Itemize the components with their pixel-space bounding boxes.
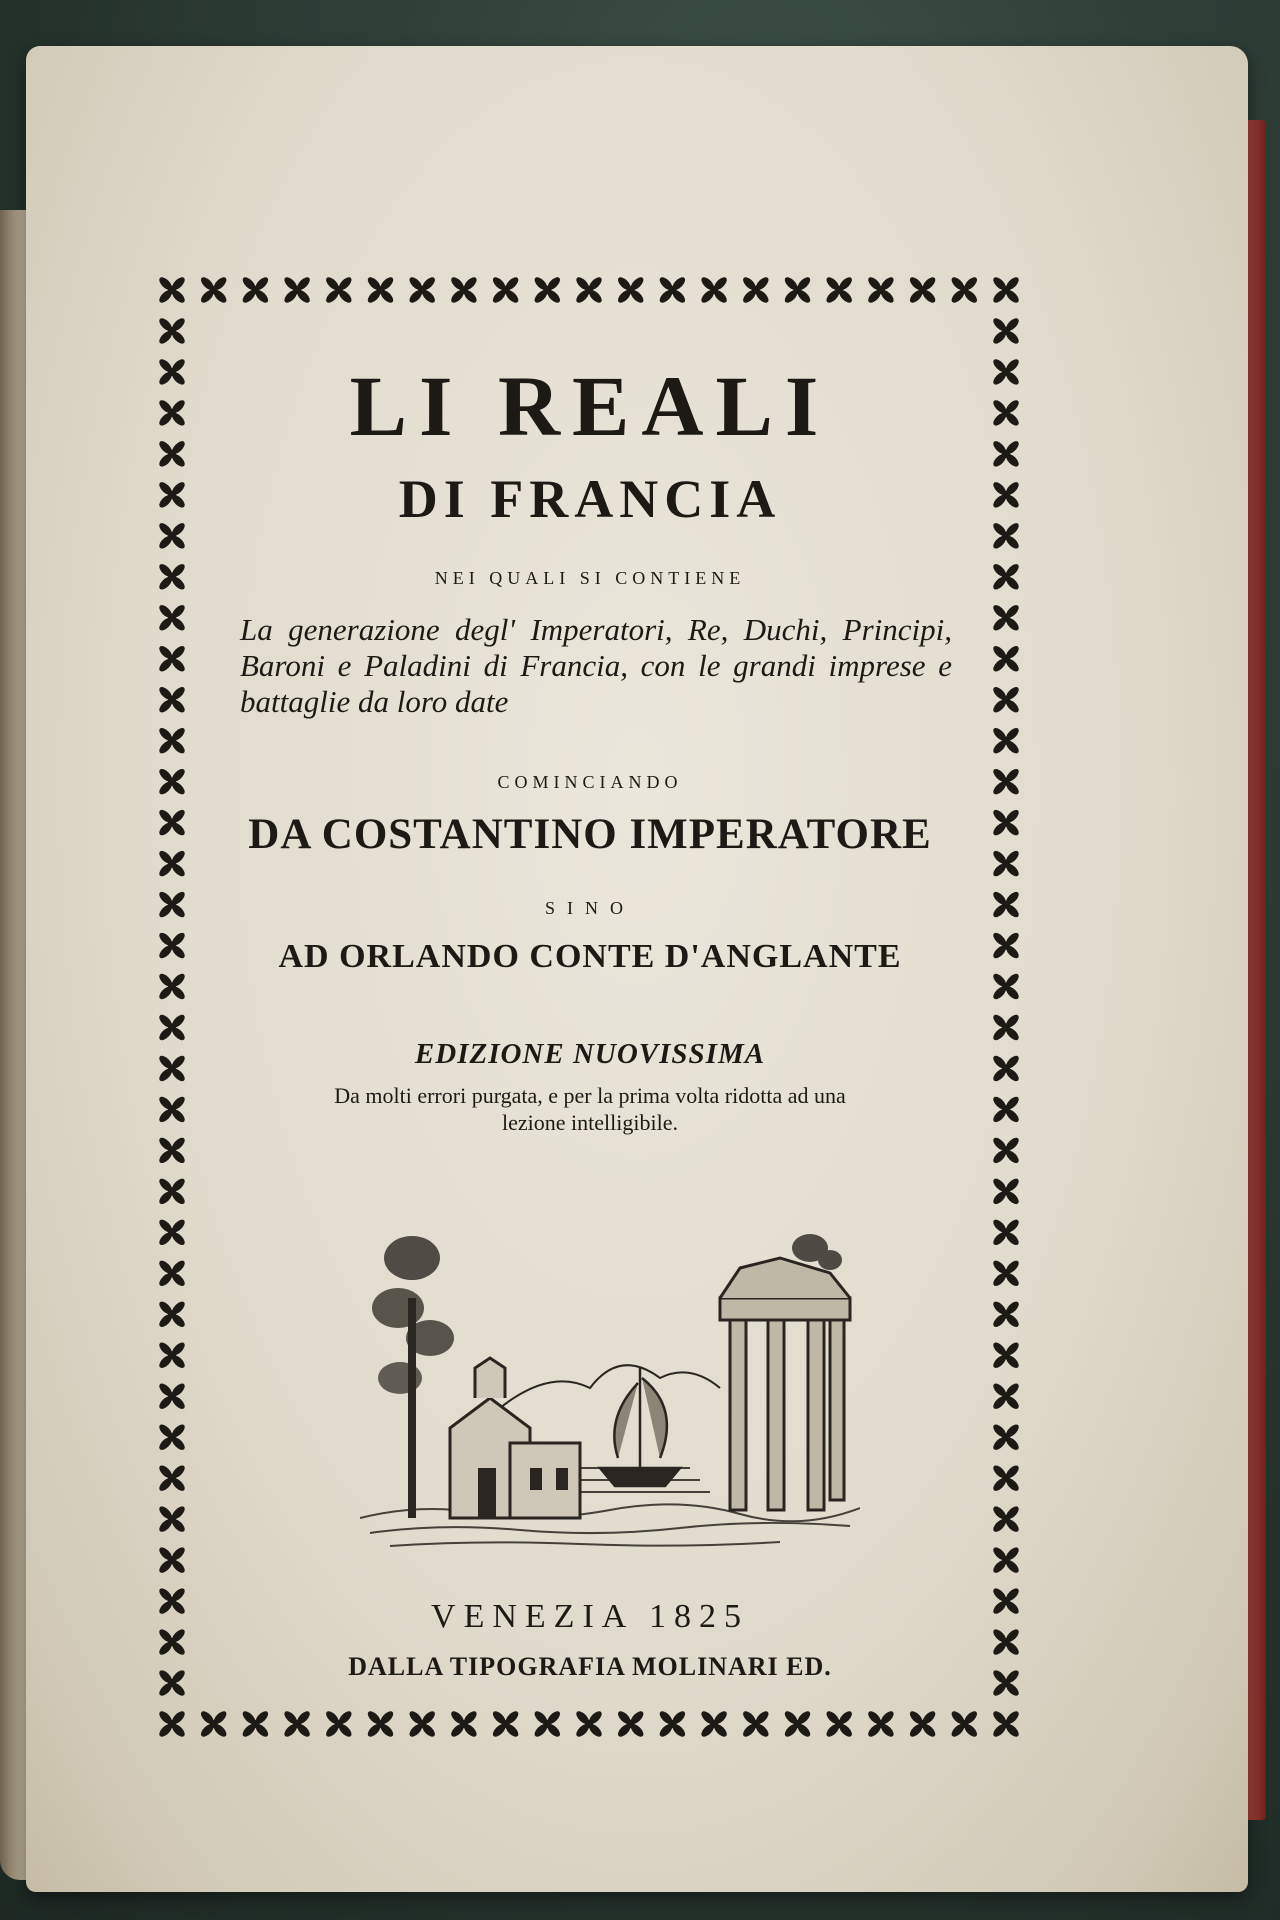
border-ornament-icon [991, 644, 1021, 674]
border-ornament-icon [366, 275, 396, 305]
border-ornament-icon [991, 357, 1021, 387]
border-ornament-icon [157, 849, 187, 879]
border-ornament-icon [157, 275, 187, 305]
border-ornament-icon [949, 275, 979, 305]
border-ornament-icon [616, 1709, 646, 1739]
border-ornament-icon [491, 1709, 521, 1739]
border-ornament-icon [574, 1709, 604, 1739]
border-ornament-icon [991, 1095, 1021, 1125]
border-ornament-icon [991, 562, 1021, 592]
border-ornament-icon [991, 1258, 1021, 1288]
border-ornament-icon [949, 1709, 979, 1739]
border-ornament-icon [824, 1709, 854, 1739]
border-ornament-icon [157, 1095, 187, 1125]
border-ornament-icon [783, 275, 813, 305]
border-ornament-icon [157, 357, 187, 387]
border-ornament-icon [991, 439, 1021, 469]
border-ornament-icon [199, 1709, 229, 1739]
border-ornament-icon [991, 316, 1021, 346]
border-ornament-icon [157, 726, 187, 756]
border-ornament-icon [157, 439, 187, 469]
subtitle-intro: NEI QUALI SI CONTIENE [434, 568, 746, 588]
ornamental-frame [150, 268, 1028, 1746]
border-ornament-icon [658, 275, 688, 305]
border-ornament-icon [991, 890, 1021, 920]
border-ornament-icon [157, 1463, 187, 1493]
border-ornament-icon [157, 1258, 187, 1288]
border-ornament-icon [199, 275, 229, 305]
border-ornament-icon [824, 275, 854, 305]
border-ornament-icon [157, 1422, 187, 1452]
border-ornament-icon [157, 1627, 187, 1657]
sino-label: SINO [544, 898, 635, 918]
border-ornament-icon [991, 1463, 1021, 1493]
border-ornament-icon [991, 1381, 1021, 1411]
edition-note: Da molti errori purgata, e per la prima volta ridotta ad una lezione intelligibile. [334, 1083, 846, 1135]
border-ornament-icon [866, 1709, 896, 1739]
border-ornament-icon [157, 890, 187, 920]
border-ornament-icon [157, 1054, 187, 1084]
border-ornament-icon [991, 767, 1021, 797]
border-ornament-icon [157, 1709, 187, 1739]
border-ornament-icon [532, 1709, 562, 1739]
border-ornament-icon [282, 275, 312, 305]
border-ornament-icon [157, 603, 187, 633]
border-ornament-icon [991, 808, 1021, 838]
border-ornament-icon [908, 275, 938, 305]
border-ornament-icon [491, 275, 521, 305]
cominciando-label: COMINCIANDO [497, 772, 683, 792]
border-ornament-icon [241, 275, 271, 305]
border-ornament-icon [991, 1586, 1021, 1616]
border-ornament-icon [991, 521, 1021, 551]
border-ornament-icon [366, 1709, 396, 1739]
border-ornament-icon [407, 1709, 437, 1739]
border-ornament-icon [157, 1136, 187, 1166]
border-ornament-icon [157, 1504, 187, 1534]
border-ornament-icon [991, 1545, 1021, 1575]
border-ornament-icon [324, 1709, 354, 1739]
border-ornament-icon [157, 562, 187, 592]
border-ornament-icon [157, 808, 187, 838]
border-ornament-icon [741, 1709, 771, 1739]
border-ornament-icon [157, 644, 187, 674]
border-ornament-icon [658, 1709, 688, 1739]
border-ornament-icon [991, 1709, 1021, 1739]
border-ornament-icon [324, 275, 354, 305]
border-ornament-icon [991, 480, 1021, 510]
border-ornament-icon [991, 849, 1021, 879]
border-ornament-icon [157, 972, 187, 1002]
border-ornament-icon [157, 1586, 187, 1616]
ruins-engraving-icon [360, 1218, 860, 1558]
border-ornament-icon [991, 398, 1021, 428]
border-ornament-icon [991, 1054, 1021, 1084]
border-ornament-icon [991, 1299, 1021, 1329]
border-ornament-icon [991, 1422, 1021, 1452]
border-ornament-icon [991, 1504, 1021, 1534]
border-ornament-icon [866, 275, 896, 305]
border-ornament-icon [741, 275, 771, 305]
border-ornament-icon [532, 275, 562, 305]
border-ornament-icon [991, 1013, 1021, 1043]
border-ornament-icon [157, 1217, 187, 1247]
to-name: AD ORLANDO CONTE D'ANGLANTE [278, 938, 902, 975]
border-ornament-icon [157, 1340, 187, 1370]
imprint-place-year: VENEZIA 1825 [431, 1598, 749, 1635]
border-ornament-icon [991, 1217, 1021, 1247]
border-ornament-icon [157, 316, 187, 346]
border-ornament-icon [699, 1709, 729, 1739]
border-ornament-icon [157, 767, 187, 797]
border-ornament-icon [991, 1668, 1021, 1698]
border-ornament-icon [991, 603, 1021, 633]
description: La generazione degl' Imperatori, Re, Duchi, Principi, Baroni e Paladini di Francia, con le grandi imprese e battaglie da loro date [240, 612, 952, 719]
border-ornament-icon [991, 1136, 1021, 1166]
border-ornament-icon [157, 1381, 187, 1411]
border-ornament-icon [157, 398, 187, 428]
border-ornament-icon [282, 1709, 312, 1739]
border-ornament-icon [991, 275, 1021, 305]
title-line-2: DI FRANCIA [398, 469, 782, 529]
border-ornament-icon [157, 521, 187, 551]
border-ornament-icon [574, 275, 604, 305]
border-ornament-icon [991, 685, 1021, 715]
border-ornament-icon [157, 1177, 187, 1207]
border-ornament-icon [407, 275, 437, 305]
border-ornament-icon [783, 1709, 813, 1739]
border-ornament-icon [449, 275, 479, 305]
title-page-text [210, 338, 970, 1681]
border-ornament-icon [449, 1709, 479, 1739]
border-ornament-icon [157, 931, 187, 961]
border-ornament-icon [157, 1545, 187, 1575]
border-ornament-icon [991, 1340, 1021, 1370]
border-ornament-icon [241, 1709, 271, 1739]
border-ornament-icon [991, 1177, 1021, 1207]
border-ornament-icon [616, 275, 646, 305]
border-ornament-icon [699, 275, 729, 305]
imprint-printer: DALLA TIPOGRAFIA MOLINARI ED. [348, 1652, 832, 1681]
edition-label: EDIZIONE NUOVISSIMA [414, 1038, 766, 1070]
border-ornament-icon [908, 1709, 938, 1739]
border-ornament-icon [991, 1627, 1021, 1657]
from-name: DA COSTANTINO IMPERATORE [248, 811, 932, 858]
border-ornament-icon [157, 480, 187, 510]
border-ornament-icon [157, 1668, 187, 1698]
border-ornament-icon [157, 685, 187, 715]
border-ornament-icon [991, 931, 1021, 961]
border-ornament-icon [991, 726, 1021, 756]
border-ornament-icon [157, 1299, 187, 1329]
border-ornament-icon [157, 1013, 187, 1043]
title-page [26, 46, 1248, 1892]
title-line-1: LI REALI [349, 358, 831, 454]
border-ornament-icon [991, 972, 1021, 1002]
